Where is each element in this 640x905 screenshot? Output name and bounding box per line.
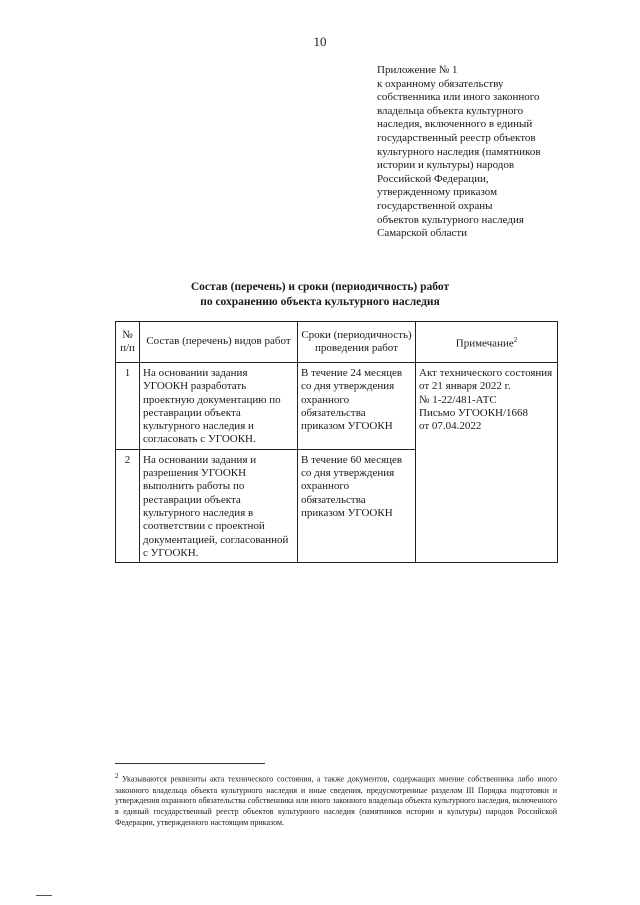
table-header-row (116, 322, 558, 363)
footnote-divider (115, 763, 265, 764)
row-num: 2 (116, 449, 140, 562)
appendix-line: государственный реестр объектов (377, 131, 536, 144)
table-row (116, 363, 558, 450)
note-line: Акт технического состояния (419, 367, 553, 379)
row-works: На основании задания и разрешения УГООКН выполнить работы по реставрации объекта культурного наследия в соответствии с проектной документацией, согласованной с УГООКН. (140, 449, 298, 562)
title-line: Состав (перечень) и сроки (периодичность) работ (190, 281, 450, 293)
appendix-line: собственника или иного законного (377, 91, 540, 104)
footnote-ref: 2 (513, 335, 518, 344)
row-terms: В течение 24 месяцев со дня утверждения охранного обязательства приказом УГООКН (298, 363, 416, 450)
header-note (416, 322, 558, 363)
row-note (416, 363, 558, 563)
appendix-line: к охранному обязательству (377, 77, 504, 90)
appendix-line: наследия, включенного в единый (377, 118, 533, 131)
note-line: Письмо УГООКН/1668 (419, 406, 529, 419)
row-num: 1 (116, 363, 140, 450)
appendix-line: истории и культуры) народов (377, 159, 515, 172)
appendix-line: культурного наследия (памятников (377, 145, 541, 158)
footnote-text: Указываются реквизиты акта технического состояния, а также документов, содержащих мнение собственника либо иного законного владельца объекта культурного наследия и иные сведения, предусмотренные разделом III Порядка подготовки и утверждения охранного обязательства собственника или иного законного владельца объекта культурного наследия, включенного в единый государственный реестр объектов культурного наследия (памятников истории и культуры) народов Российской Федерации, утвержденного настоящим приказом. (115, 774, 557, 828)
header-works: Состав (перечень) видов работ (140, 322, 298, 363)
appendix-line: государственной охраны (377, 199, 493, 212)
appendix-line: Самарской области (377, 227, 468, 240)
footnote-marker: 2 (115, 772, 119, 780)
appendix-line: владельца объекта культурного (377, 104, 524, 117)
page-corner-mark (36, 895, 52, 896)
header-terms: Сроки (периодичность) проведения работ (298, 322, 416, 363)
header-note-label: Примечание (455, 337, 514, 350)
note-line: от 07.04.2022 (419, 420, 482, 433)
appendix-header (377, 64, 577, 241)
document-title (0, 280, 640, 309)
note-line: № 1-22/481-АТС (419, 393, 497, 406)
works-table (115, 321, 558, 563)
row-works: На основании задания УГООКН разработать проектную документацию по реставрации объекта культурного наследия и согласовать с УГООКН. (140, 363, 298, 450)
footnote (115, 771, 557, 829)
header-num: № п/п (116, 322, 140, 363)
appendix-line: Российской Федерации, (377, 172, 489, 185)
appendix-line: объектов культурного наследия (377, 213, 524, 226)
note-line: от 21 января 2022 г. (419, 380, 511, 393)
title-line: по сохранению объекта культурного наследия (200, 295, 440, 308)
appendix-line: Приложение № 1 (377, 64, 458, 76)
page-number: 10 (313, 34, 327, 49)
row-terms: В течение 60 месяцев со дня утверждения охранного обязательства приказом УГООКН (298, 449, 416, 562)
appendix-line: утвержденному приказом (377, 186, 498, 199)
